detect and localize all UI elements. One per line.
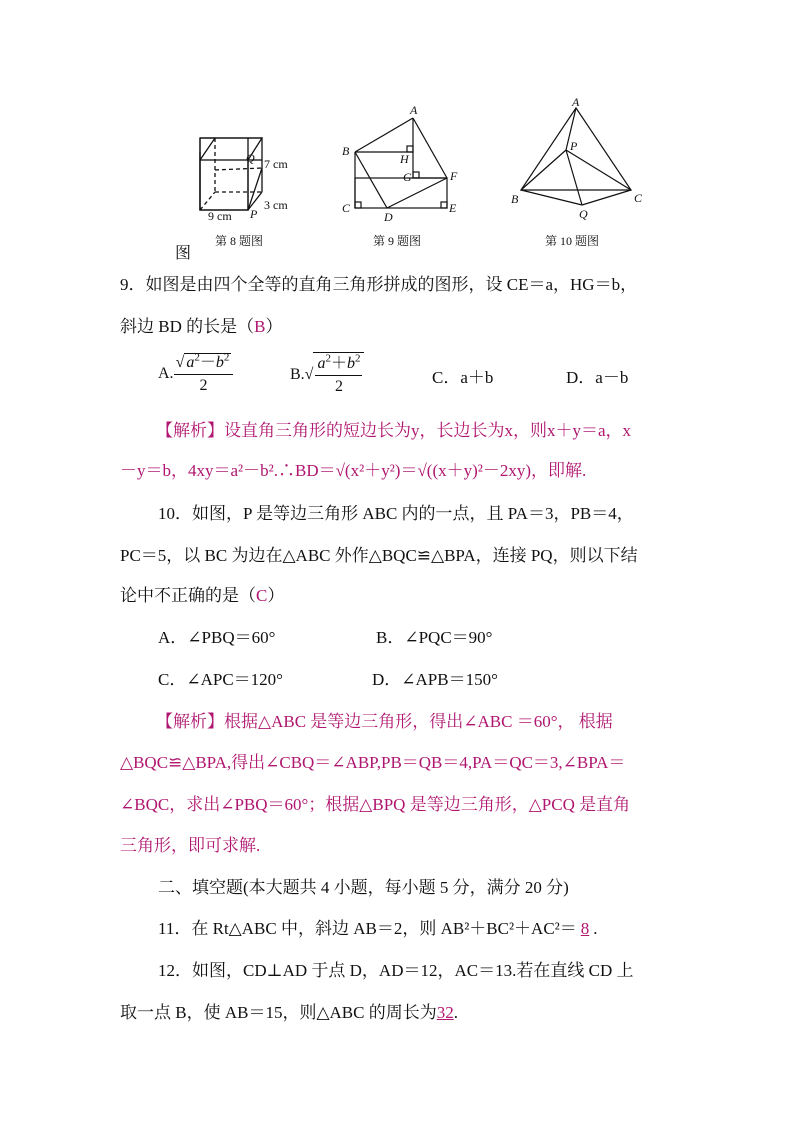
q11-end: . [593, 919, 598, 938]
q10-option-c: C．∠APC＝120° [158, 670, 283, 689]
fig10-label-Q: Q [579, 207, 588, 221]
fig8-label-Q: Q [246, 151, 255, 165]
fig9-label-F: F [450, 169, 458, 183]
q11-answer: 8 [580, 919, 590, 938]
fig9-label-D: D [384, 210, 393, 224]
q11 [158, 918, 598, 940]
q9-option-b: B.√ $\frac{a^2+b^2}{2}$ [290, 352, 364, 398]
section-fill-in-heading: 二、填空题(本大题共 4 小题，每小题 5 分，满分 20 分) [158, 878, 569, 897]
fig9-label-E: E [449, 201, 457, 215]
q12-text: 取一点 B，使 AB＝15，则△ABC 的周长为 [120, 1003, 437, 1022]
q12-answer: 32 [436, 1003, 454, 1022]
fig8-label-3cm: 3 cm [264, 198, 288, 212]
q9-answer: B [254, 317, 266, 336]
q9-option-c: C．a＋b [432, 368, 494, 387]
q10-option-d: D．∠APB＝150° [372, 670, 498, 689]
fig9-caption: 第 9 题图 [373, 234, 422, 248]
figures-svg [0, 0, 794, 270]
fig9-label-C: C [342, 201, 351, 215]
q10-stem-line1: 10．如图，P 是等边三角形 ABC 内的一点，且 PA＝3，PB＝4， [158, 504, 634, 523]
fig8-prism [200, 138, 262, 210]
q10-analysis-line1: 【解析】根据△ABC 是等边三角形，得出∠ABC ＝60°， 根据 [156, 712, 613, 731]
fig10-label-P: P [570, 139, 578, 153]
fig10-label-A: A [572, 95, 580, 109]
q10-stem-line3 [120, 585, 284, 607]
fig8-label-P: P [250, 207, 258, 221]
fig9-label-B: B [342, 144, 350, 158]
fig8-label-9cm: 9 cm [208, 209, 232, 223]
q9-analysis-line1: 【解析】设直角三角形的短边长为y，长边长为x，则x＋y＝a，x [156, 421, 632, 440]
fig8-stray-char: 图 [175, 245, 192, 262]
q10-option-a: A．∠PBQ＝60° [158, 628, 276, 647]
fig9-label-H: H [400, 152, 409, 166]
fig9-label-G: G [403, 170, 412, 184]
fig10-label-B: B [511, 192, 519, 206]
q9-stem-post: ） [265, 317, 283, 336]
q9-stem-line1: 9．如图是由四个全等的直角三角形拼成的图形，设 CE＝a，HG＝b， [120, 275, 638, 294]
q10-analysis-line2: △BQC≌△BPA,得出∠CBQ＝∠ABP,PB＝QB＝4,PA＝QC＝3,∠BPA＝ [120, 753, 626, 772]
q10-answer: C [256, 586, 268, 605]
q10-analysis-line3: ∠BQC，求出∠PBQ＝60°；根据△BPQ 是等边三角形，△PCQ 是直角 [120, 795, 631, 814]
fig8-label-7cm: 7 cm [264, 157, 288, 171]
fig8-caption: 第 8 题图 [215, 234, 264, 248]
fig10-caption: 第 10 题图 [545, 234, 600, 248]
q9-stem-line2 [120, 316, 282, 338]
q10-option-b: B．∠PQC＝90° [376, 628, 493, 647]
q12-end: . [453, 1003, 458, 1022]
q9-stem-pre: 斜边 BD 的长是（ [120, 317, 255, 336]
q10-analysis-line4: 三角形，即可求解. [120, 836, 261, 855]
q10-stem-pre: 论中不正确的是（ [120, 586, 256, 605]
q10-stem-line2: PC＝5，以 BC 为边在△ABC 外作△BQC≌△BPA，连接 PQ，则以下结 [120, 546, 638, 565]
q12-line1: 12．如图，CD⊥AD 于点 D，AD＝12，AC＝13.若在直线 CD 上 [158, 961, 634, 980]
q11-text: 11．在 Rt△ABC 中，斜边 AB＝2，则 AB²＋BC²＋AC²＝ [158, 919, 577, 938]
q12-line2 [120, 1002, 458, 1024]
q9-option-a-label: A. [158, 365, 174, 383]
q9-option-d: D．a－b [566, 368, 629, 387]
fig10-diagram [521, 108, 631, 205]
q9-option-a: A. $\frac{√ a^2-b^2}{2}$ [158, 352, 233, 397]
fig9-label-A: A [410, 103, 418, 117]
q9-option-b-label: B. [290, 366, 305, 384]
q9-analysis-line2: －y＝b，4xy＝a²－b².∴BD＝√(x²＋y²)＝√((x＋y)²－2xy)，即解. [120, 461, 587, 480]
q10-stem-post: ） [267, 586, 285, 605]
fig10-label-C: C [634, 191, 643, 205]
